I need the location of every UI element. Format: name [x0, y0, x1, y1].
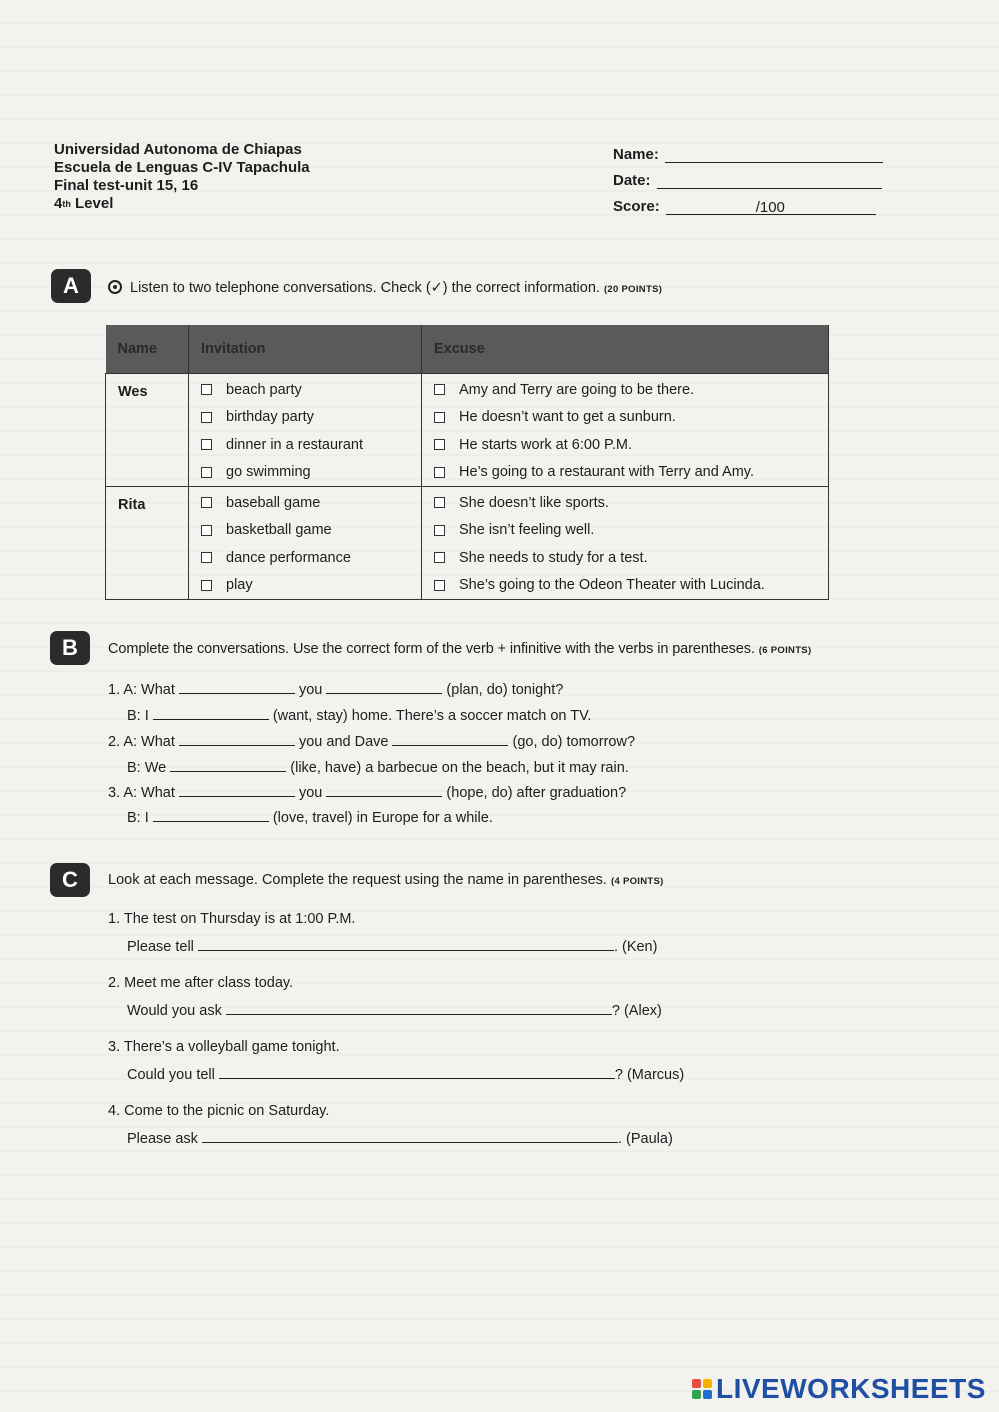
option-item: He’s going to a restaurant with Terry and Amy. — [434, 459, 828, 487]
date-label: Date: — [613, 172, 651, 189]
checkbox[interactable] — [201, 497, 212, 508]
option-item: go swimming — [201, 459, 421, 487]
section-b-points: (6 POINTS) — [758, 645, 812, 656]
answer-blank[interactable] — [179, 681, 295, 694]
checkbox[interactable] — [434, 439, 445, 450]
option-item: She needs to study for a test. — [434, 544, 828, 572]
university-name: Universidad Autonoma de Chiapas — [54, 141, 302, 158]
answer-blank[interactable] — [153, 707, 269, 720]
checkbox[interactable] — [434, 412, 445, 423]
school-header — [54, 141, 310, 213]
section-a-instruction: Listen to two telephone conversations. Check (✓) the correct information. (20 POINTS) — [108, 280, 662, 296]
checkbox[interactable] — [434, 525, 445, 536]
answer-blank[interactable] — [153, 809, 269, 822]
section-a-points: (20 POINTS) — [603, 284, 663, 295]
score-total: /100 — [755, 199, 785, 216]
section-c-badge: C — [50, 863, 90, 897]
school-name: Escuela de Lenguas C-IV Tapachula — [54, 159, 310, 176]
b-item-1-a: 1. A: What you (plan, do) tonight? — [108, 682, 564, 698]
option-item: birthday party — [201, 404, 421, 432]
option-item: She’s going to the Odeon Theater with Lucinda. — [434, 572, 828, 600]
table-row — [106, 374, 829, 487]
b-item-2-a: 2. A: What you and Dave (go, do) tomorrow? — [108, 734, 636, 750]
answer-blank[interactable] — [179, 784, 295, 797]
test-title: Final test-unit 15, 16 — [54, 177, 199, 194]
c-item-2-request: Would you ask ? (Alex) — [127, 1003, 662, 1019]
checkbox[interactable] — [434, 580, 445, 591]
liveworksheets-mark-icon — [692, 1379, 712, 1399]
checkbox[interactable] — [201, 412, 212, 423]
checkbox[interactable] — [201, 384, 212, 395]
c-item-3-request: Could you tell ? (Marcus) — [127, 1067, 685, 1083]
conversation-table — [105, 325, 829, 600]
option-item: He starts work at 6:00 P.M. — [434, 431, 828, 459]
section-c-instruction: Look at each message. Complete the request using the name in parentheses. (4 POINTS) — [108, 872, 664, 888]
name-label: Name: — [613, 146, 659, 163]
answer-blank[interactable] — [202, 1130, 618, 1143]
answer-blank[interactable] — [219, 1066, 615, 1079]
checkbox[interactable] — [201, 439, 212, 450]
option-item: baseball game — [201, 489, 421, 517]
option-item: play — [201, 572, 421, 600]
section-b-instruction: Complete the conversations. Use the correct form of the verb + infinitive with the verbs in parentheses. (6 POINTS) — [108, 641, 812, 657]
score-field[interactable] — [666, 198, 876, 215]
checkbox[interactable] — [201, 525, 212, 536]
score-row — [613, 198, 876, 215]
row-name: Wes — [106, 374, 189, 487]
answer-blank[interactable] — [170, 759, 286, 772]
answer-blank[interactable] — [326, 784, 442, 797]
col-invitation-header: Invitation — [189, 325, 422, 374]
date-row — [613, 172, 882, 189]
option-item: She doesn’t like sports. — [434, 489, 828, 517]
col-name-header: Name — [106, 325, 189, 374]
answer-blank[interactable] — [179, 733, 295, 746]
score-label: Score: — [613, 198, 660, 215]
answer-blank[interactable] — [326, 681, 442, 694]
name-field[interactable] — [665, 146, 883, 163]
name-row — [613, 146, 883, 163]
option-item: She isn’t feeling well. — [434, 517, 828, 545]
option-item: basketball game — [201, 517, 421, 545]
liveworksheets-logo — [692, 1373, 986, 1405]
table-row — [106, 487, 829, 600]
b-item-2-b: B: We (like, have) a barbecue on the beach, but it may rain. — [127, 760, 629, 776]
b-item-1-b: B: I (want, stay) home. There’s a soccer match on TV. — [127, 708, 592, 724]
c-item-4-request: Please ask . (Paula) — [127, 1131, 673, 1147]
c-item-3-message: 3. There’s a volleyball game tonight. — [108, 1039, 340, 1055]
option-item: dinner in a restaurant — [201, 431, 421, 459]
brand-text: LIVEWORKSHEETS — [716, 1373, 986, 1404]
checkbox[interactable] — [434, 467, 445, 478]
level: 4th Level — [54, 195, 114, 212]
checkbox[interactable] — [434, 384, 445, 395]
col-excuse-header: Excuse — [422, 325, 829, 374]
section-b-badge: B — [50, 631, 90, 665]
answer-blank[interactable] — [392, 733, 508, 746]
option-item: dance performance — [201, 544, 421, 572]
b-item-3-b: B: I (love, travel) in Europe for a while. — [127, 810, 493, 826]
c-item-2-message: 2. Meet me after class today. — [108, 975, 294, 991]
c-item-1-request: Please tell . (Ken) — [127, 939, 658, 955]
section-a-badge: A — [51, 269, 91, 303]
option-item: He doesn’t want to get a sunburn. — [434, 404, 828, 432]
c-item-1-message: 1. The test on Thursday is at 1:00 P.M. — [108, 911, 356, 927]
answer-blank[interactable] — [226, 1002, 612, 1015]
b-item-3-a: 3. A: What you (hope, do) after graduation? — [108, 785, 627, 801]
section-c-points: (4 POINTS) — [610, 876, 664, 887]
checkbox[interactable] — [434, 497, 445, 508]
row-name: Rita — [106, 487, 189, 600]
checkbox[interactable] — [434, 552, 445, 563]
option-item: beach party — [201, 376, 421, 404]
audio-icon[interactable] — [108, 280, 122, 294]
checkbox[interactable] — [201, 467, 212, 478]
answer-blank[interactable] — [198, 938, 614, 951]
table-header-row — [106, 325, 829, 374]
option-item: Amy and Terry are going to be there. — [434, 376, 828, 404]
checkbox[interactable] — [201, 580, 212, 591]
date-field[interactable] — [657, 172, 882, 189]
checkbox[interactable] — [201, 552, 212, 563]
c-item-4-message: 4. Come to the picnic on Saturday. — [108, 1103, 330, 1119]
